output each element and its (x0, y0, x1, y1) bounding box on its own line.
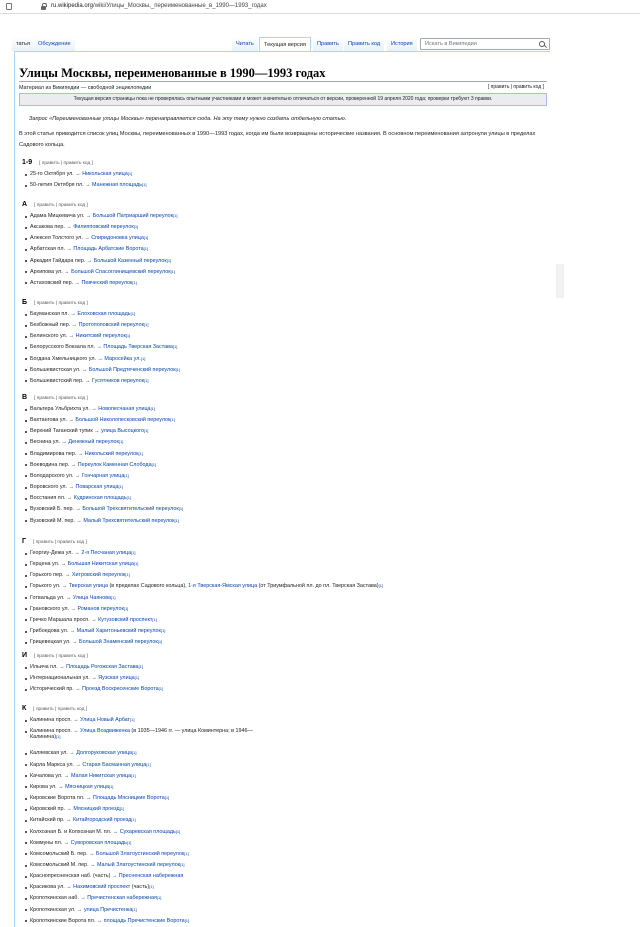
reference-link[interactable]: [1] (127, 171, 133, 176)
old-name: Кировские Ворота пл. → (30, 795, 93, 802)
list-item (30, 806, 124, 812)
new-name-link[interactable]: Нахимовский проспект (73, 884, 131, 891)
page-tabs (14, 37, 550, 51)
old-name: Кропоткинские Ворота пл. → (30, 917, 104, 924)
reference-link[interactable]: [1] (175, 366, 181, 372)
new-name-link[interactable]: Сухаревская площадь (119, 828, 176, 835)
section-edit-links[interactable]: [ править | править код ] (32, 540, 87, 545)
list-item (30, 639, 162, 645)
reference-link[interactable]: [1] (160, 628, 166, 634)
section-heading (22, 652, 88, 659)
reference-link[interactable]: [1] (180, 861, 185, 867)
section-edit-links[interactable]: [ править | править код ] (34, 654, 88, 659)
reference-link[interactable]: [1] (178, 506, 184, 512)
list-item (30, 417, 175, 423)
section-heading (22, 201, 88, 208)
old-name: Гречко Маршала просп. → (30, 616, 99, 623)
old-name: Аркадия Гайдара пер. → (30, 257, 94, 264)
item-note: (в 1935—1946 гг. — улица Коминтерна; в 1946— (129, 728, 253, 735)
list-item (30, 873, 183, 879)
section-heading-text: И (22, 652, 28, 659)
tagline: Материал из Википедии — свободной энциклопедии (19, 85, 152, 91)
reference-link[interactable]: [1] (158, 686, 164, 692)
new-name-link[interactable]: Суворовская площадь (70, 839, 127, 846)
new-name-link[interactable]: Маросейка ул. (104, 355, 141, 362)
item-note-tail: (от Триумфальной пл. до пл. Тверская Застава) (257, 583, 379, 590)
old-name: Вахтангова ул. → (30, 417, 76, 424)
list-item (30, 606, 128, 612)
new-name-link[interactable]: Большой Казенный переулок (93, 257, 167, 264)
old-name: Герцена ул. → (30, 561, 68, 568)
new-name-link[interactable]: Большой Спасоглинищевский переулок (71, 268, 171, 275)
old-name: 50-летия Октября пл. → (30, 182, 93, 189)
list-item (30, 344, 177, 350)
section-heading-text: К (22, 705, 27, 712)
new-name-link[interactable]: площадь Пречистенские Ворота (103, 917, 185, 924)
old-name: Кропоткинская ул. → (30, 906, 84, 913)
new-name-link[interactable]: Большой Предтеченский переулок (88, 366, 176, 373)
tab-edit[interactable]: Править (313, 37, 343, 51)
old-name: Веснина ул. → (30, 439, 69, 446)
old-name: Калинина просп. → (30, 717, 81, 723)
edit-links-top[interactable]: [ править | править код ] (487, 84, 544, 90)
list-item (30, 451, 143, 457)
list-item (30, 617, 157, 623)
tab-read[interactable]: Читать (232, 37, 258, 51)
new-name-link[interactable]: Мясницкая улица (65, 783, 109, 790)
list-item (30, 506, 183, 512)
list-item (30, 428, 148, 434)
search-icon[interactable] (539, 41, 546, 48)
new-name-link[interactable]: Большая Никитская улица (67, 561, 134, 568)
new-name-link[interactable]: Пречистенская набережная (87, 895, 157, 902)
list-item (30, 213, 177, 219)
old-name: Адама Мицкевича ул. → (30, 213, 93, 219)
reference-link[interactable]: [1] (108, 783, 114, 789)
reference-link[interactable]: [1] (125, 572, 130, 578)
new-name-link[interactable]: Пресненская набережная (118, 873, 184, 880)
list-item (30, 224, 138, 230)
old-name: Горького пер. → (30, 572, 72, 579)
list-item (30, 840, 131, 846)
new-name-link[interactable]: Никитский переулок (75, 333, 126, 340)
section-edit-links[interactable]: [ править | править код ] (34, 301, 88, 306)
new-name-link[interactable]: Малый Трехсвятительский переулок (83, 517, 175, 524)
url-path: /wiki/Улицы_Москвы,_переименованные_в_1990—1993_годах (93, 3, 267, 9)
new-name-link[interactable]: Большой Златоустинский переулок (96, 850, 185, 857)
tab-article[interactable]: татья (12, 37, 34, 51)
old-name: Арбатская пл. → (30, 246, 74, 253)
new-name-link[interactable]: Улица Новый Арбат (80, 717, 131, 723)
tab-history[interactable]: История (387, 37, 417, 51)
old-name: Кировский пр. → (30, 806, 74, 813)
reference-link[interactable]: [1] (140, 355, 146, 361)
section-heading-text: А (22, 201, 28, 208)
list-item (30, 895, 161, 901)
old-name: Горького ул. → (30, 583, 69, 590)
list-item (30, 728, 253, 740)
list-item (30, 322, 148, 328)
old-name: Белорусского Вокзала пл. → (30, 344, 104, 351)
new-name-link[interactable]: Яузская улица (98, 675, 135, 682)
old-name: Грановского ул. → (30, 605, 78, 612)
reference-link[interactable]: [1] (143, 246, 149, 252)
list-item (30, 750, 137, 756)
old-name: Большевистская ул. → (30, 366, 89, 373)
section-edit-links[interactable]: [ править | править код ] (33, 707, 88, 712)
list-item (30, 258, 171, 264)
old-name: Коммуны пл. → (30, 839, 71, 846)
list-item (30, 628, 165, 634)
tab-talk[interactable]: Обсуждение (34, 37, 75, 51)
new-name-link[interactable]: Малый Харитоньевский переулок (76, 628, 161, 635)
list-item (30, 851, 189, 857)
list-item (30, 182, 146, 188)
list-item (30, 495, 131, 501)
reference-link[interactable]: [1] (132, 906, 137, 912)
old-name: Комсомольский Б. пер. → (30, 850, 97, 857)
new-name-link[interactable]: Спиридоновка улица (91, 235, 144, 242)
new-name-link[interactable]: Кутузовский проспект (98, 616, 153, 623)
list-item (30, 773, 136, 779)
browser-address-bar (0, 0, 640, 14)
url-host: ru.wikipedia.org (51, 3, 94, 9)
old-name: Белинского ул. → (30, 333, 76, 340)
new-name-link[interactable]: Площадь Арбатские Ворота (73, 246, 144, 253)
new-name-link[interactable]: Никольский переулок (84, 450, 139, 457)
old-name: Карла Маркса ул. → (30, 761, 83, 768)
new-name-link[interactable]: Хитровский переулок (71, 572, 126, 579)
old-name: Исторический пр. → (30, 686, 83, 693)
new-name-link[interactable]: улица Пречистенка (83, 906, 133, 913)
list-item (30, 717, 134, 723)
new-name-link[interactable]: Манежная площадь (92, 182, 143, 189)
old-name: Грибоедова ул. → (30, 628, 77, 635)
reference-link[interactable]: [1] (130, 311, 136, 316)
list-item (30, 884, 154, 890)
list-item (30, 817, 136, 823)
new-name-link[interactable]: Никольская улица (82, 171, 128, 177)
new-name-link[interactable]: Малая Никитская улица (70, 772, 132, 779)
new-name-link[interactable]: Большой Трехсвятительский переулок (82, 506, 179, 513)
reference-link[interactable]: [1] (151, 461, 157, 467)
list-item (30, 235, 148, 241)
list-item (30, 583, 383, 589)
new-name-link[interactable]: Тверская улица (68, 583, 108, 590)
reference-link[interactable]: [1] (164, 795, 170, 801)
list-item (30, 406, 155, 412)
old-name: Грицевецкая ул. → (30, 639, 80, 646)
old-name: Вузовский Б. пер. → (30, 506, 83, 513)
new-name-link[interactable]: Малый Златоустинский переулок (97, 861, 181, 868)
reference-link[interactable]: [1] (174, 517, 179, 523)
reference-link[interactable]: [1] (132, 750, 137, 756)
list-item (30, 311, 135, 317)
reference-link[interactable]: [1] (142, 182, 147, 188)
list-item (30, 907, 137, 913)
list-item (30, 572, 130, 578)
new-name-link[interactable]: Денежный переулок (68, 439, 119, 446)
section-edit-links[interactable]: [ править | править код ] (39, 161, 93, 166)
reference-link[interactable]: [1] (175, 828, 181, 834)
list-item (30, 462, 156, 468)
new-name-link[interactable]: Кудринская площадь (73, 495, 127, 502)
intro-paragraph: В этой статье приводится список улиц Москвы, переименованных в 1990—1993 годах, когда им были возвращены исторические названия. В основном переименования затронули улицы в пределах Садового кольца. (19, 131, 536, 148)
reference-link[interactable]: [1] (184, 917, 190, 923)
new-name-link[interactable]: Площадь Мясницкие Ворота (92, 795, 165, 802)
section-heading-text: Б (22, 299, 28, 306)
reference-link[interactable]: [1] (131, 772, 136, 778)
reference-link[interactable]: [1] (172, 344, 178, 350)
old-name: Бауманская пл. → (30, 311, 78, 317)
old-name: Архипова ул. → (30, 268, 72, 275)
old-name: Воеводина пер. → (30, 461, 78, 468)
section-heading (22, 538, 87, 545)
reference-link[interactable]: [1] (111, 594, 116, 600)
old-name: Богдана Хмельницкого ул. → (30, 355, 105, 362)
old-name: Интернациональная ул. → (30, 675, 99, 682)
old-name: Комсомольский М. пер. → (30, 861, 97, 868)
old-name: Аксакова пер. → (30, 224, 74, 231)
new-name-link[interactable]: Большой Патриарший переулок (92, 213, 174, 219)
reference-link[interactable]: [1] (170, 417, 175, 423)
old-name: Китайский пр. → (30, 817, 73, 824)
article-content (14, 51, 550, 927)
list-item (30, 246, 148, 252)
old-name: Верхний Таганский тупик → (30, 428, 102, 435)
reference-link[interactable]: [1] (126, 495, 132, 501)
list-item (30, 784, 113, 790)
list-item (30, 829, 180, 835)
lock-icon (41, 3, 47, 10)
section-heading-text: В (22, 394, 28, 401)
list-item (30, 686, 163, 692)
new-name-link[interactable]: Переулок Каменная Слобода (77, 461, 152, 468)
search-input[interactable] (420, 38, 550, 50)
old-name: Колхозная Б. и Колхозная М. пл. → (30, 828, 120, 835)
new-name-link[interactable]: Улица Воздвиженка (80, 728, 130, 735)
old-name: Кропоткинская наб. → (30, 895, 88, 902)
tab-current-version[interactable]: Текущая версия (259, 37, 311, 51)
list-item (30, 664, 143, 670)
old-name: Калинина просп. → (30, 728, 81, 735)
list-item (30, 918, 189, 924)
new-name-link[interactable]: Елоховская площадь (77, 311, 131, 317)
section-edit-links[interactable]: [ править | править код ] (34, 203, 88, 208)
new-name-link[interactable]: улица Высоцкого (101, 428, 144, 435)
reference-link[interactable]: [1] (149, 884, 154, 890)
old-name: Готвальда ул. → (30, 594, 73, 601)
list-item (30, 550, 136, 556)
reference-link[interactable]: [1] (123, 605, 129, 611)
list-item (30, 518, 179, 524)
list-item (30, 269, 175, 275)
old-name: Воровского ул. → (30, 484, 76, 491)
section-edit-links[interactable]: [ править | править код ] (34, 396, 88, 401)
reference-link[interactable]: [1] (143, 235, 149, 241)
old-name: Качалова ул. → (30, 772, 71, 779)
old-name: Володарского ул. → (30, 472, 82, 479)
reference-link[interactable]: [1] (119, 806, 125, 812)
search-placeholder: Искать в Википедии (425, 41, 477, 47)
section-heading (22, 159, 93, 166)
new-name-link[interactable]: Певческий переулок (81, 279, 133, 286)
list-item (30, 862, 185, 868)
old-name: Безбожный пер. → (30, 322, 79, 329)
old-name: Красикова ул. → (30, 884, 74, 891)
reference-link[interactable]: [1] (125, 333, 131, 339)
list-item (30, 595, 115, 601)
new-name-link[interactable]: Китайгородский проезд (72, 817, 132, 824)
reference-link[interactable]: [1] (184, 850, 189, 856)
new-name-link[interactable]: Площадь Тверская Застава (103, 344, 173, 351)
new-name-link[interactable]: Протопоповский переулок (78, 322, 144, 329)
old-name: Каляевская ул. → (30, 750, 77, 757)
reference-link[interactable]: [1] (170, 268, 176, 274)
new-name-link[interactable]: Площадь Рогожская Застава (66, 664, 139, 670)
list-item (30, 484, 123, 490)
new-name-link[interactable]: Новопесчаная улица (98, 406, 151, 412)
new-name-link[interactable]: Улица Чаянова (72, 594, 112, 601)
list-item (30, 473, 129, 479)
scrollbar[interactable] (556, 264, 564, 298)
reference-link[interactable]: [1] (173, 213, 178, 218)
new-name-link[interactable]: Романов переулок (77, 605, 124, 612)
list-item (30, 333, 130, 339)
new-name-link[interactable]: Большой Николопесковский переулок (75, 417, 171, 424)
reference-link[interactable]: [1] (133, 561, 139, 567)
list-item (30, 439, 123, 445)
reference-link[interactable]: [1] (131, 817, 136, 823)
item-note-continued: Калинина)[1] (30, 734, 61, 741)
reference-link[interactable]: [1] (118, 439, 124, 445)
tab-edit-code[interactable]: Править код (344, 37, 384, 51)
section-heading-text: 1-9 (22, 159, 33, 166)
reference-link[interactable]: [1] (144, 322, 149, 328)
page-icon (6, 3, 12, 10)
new-name-link[interactable]: Большой Знаменский переулок (79, 639, 158, 646)
new-name-link[interactable]: Гончарная улица (81, 472, 125, 479)
title-divider (19, 81, 547, 82)
section-heading-text: Г (22, 538, 26, 545)
reference-link[interactable]: [1] (150, 406, 156, 411)
item-note: (часть) (130, 884, 150, 891)
section-heading (22, 299, 88, 306)
reference-link[interactable]: [1] (134, 675, 140, 681)
new-name-link[interactable]: Мясницкий проезд (73, 806, 120, 813)
section-heading (22, 705, 87, 712)
list-item (30, 675, 139, 681)
new-name-link[interactable]: Гусятников переулок (92, 377, 145, 384)
old-name: 25-го Октября ул. → (30, 171, 83, 177)
old-name: Кирова ул. → (30, 783, 66, 790)
reference-link[interactable]: [1] (124, 472, 129, 478)
item-note: (в пределах Садового кольца), (108, 583, 189, 590)
reference-link[interactable]: [1] (118, 484, 123, 490)
old-name: Ильича пл. → (30, 664, 67, 670)
reference-link[interactable]: [1] (152, 616, 157, 622)
reference-link[interactable]: [1] (126, 839, 132, 845)
list-item (30, 280, 137, 286)
list-item (30, 171, 132, 177)
reference-link[interactable]: [1] (133, 224, 139, 230)
section-heading (22, 394, 88, 401)
list-item (30, 795, 169, 801)
old-name: Георгиу-Дежа ул. → (30, 550, 82, 556)
new-name-link[interactable]: Долгоруковская улица (76, 750, 133, 757)
list-item (30, 356, 145, 362)
new-name-link-2[interactable]: 1-я Тверская-Ямская улица (188, 583, 258, 590)
old-name: Краснопресненская наб. (часть) → (30, 873, 119, 880)
reference-link[interactable]: [1] (156, 895, 162, 901)
reference-link[interactable]: [1] (130, 717, 135, 722)
reference-link[interactable]: [1] (146, 761, 151, 767)
new-name-link[interactable]: Филипповский переулок (73, 224, 134, 231)
old-name: Вузовский М. пер. → (30, 517, 84, 524)
old-name: Большевистский пер. → (30, 377, 93, 384)
address-url[interactable] (51, 3, 267, 9)
list-item (30, 367, 180, 373)
reference-link[interactable]: [1] (143, 428, 149, 434)
reference-link[interactable]: [1] (131, 550, 136, 555)
reference-link[interactable]: [1] (138, 450, 143, 456)
page-title: Улицы Москвы, переименованные в 1990—1993 годах (19, 66, 326, 80)
reference-link[interactable]: [1] (157, 639, 163, 645)
new-name-link[interactable]: 2-я Песчаная улица (81, 550, 132, 556)
list-item (30, 762, 151, 768)
old-name: Астаховский пер. → (30, 279, 82, 286)
reference-link[interactable]: [1] (166, 257, 172, 263)
new-name-link[interactable]: Проезд Воскресенские Ворота (82, 686, 159, 693)
new-name-link[interactable]: Поварская улица (75, 484, 119, 491)
reference-link[interactable]: [1] (144, 377, 149, 383)
reference-link[interactable]: [1] (56, 734, 61, 740)
old-name: Вальтера Ульбрихта ул. → (30, 406, 99, 412)
reference-link[interactable]: [1] (138, 664, 144, 669)
old-name: Восстания пл. → (30, 495, 74, 502)
list-item (30, 561, 138, 567)
redirect-note: Запрос «Переименованные улицы Москвы» перенаправляется сюда. На эту тему нужно создать отдельную статью. (29, 116, 347, 122)
reference-link[interactable]: [1] (132, 279, 137, 285)
list-item (30, 378, 149, 384)
old-name: Владимирова пер. → (30, 450, 85, 457)
revision-notice: Текущая версия страницы пока не проверялась опытными участниками и может значительно отличаться от версии, проверенной 19 апреля 2020 года; проверки требуют 3 правки. (19, 93, 547, 106)
reference-link[interactable]: [1] (378, 583, 384, 589)
new-name-link[interactable]: Старая Басманная улица (82, 761, 147, 768)
old-name: Алексея Толстого ул. → (30, 235, 92, 242)
